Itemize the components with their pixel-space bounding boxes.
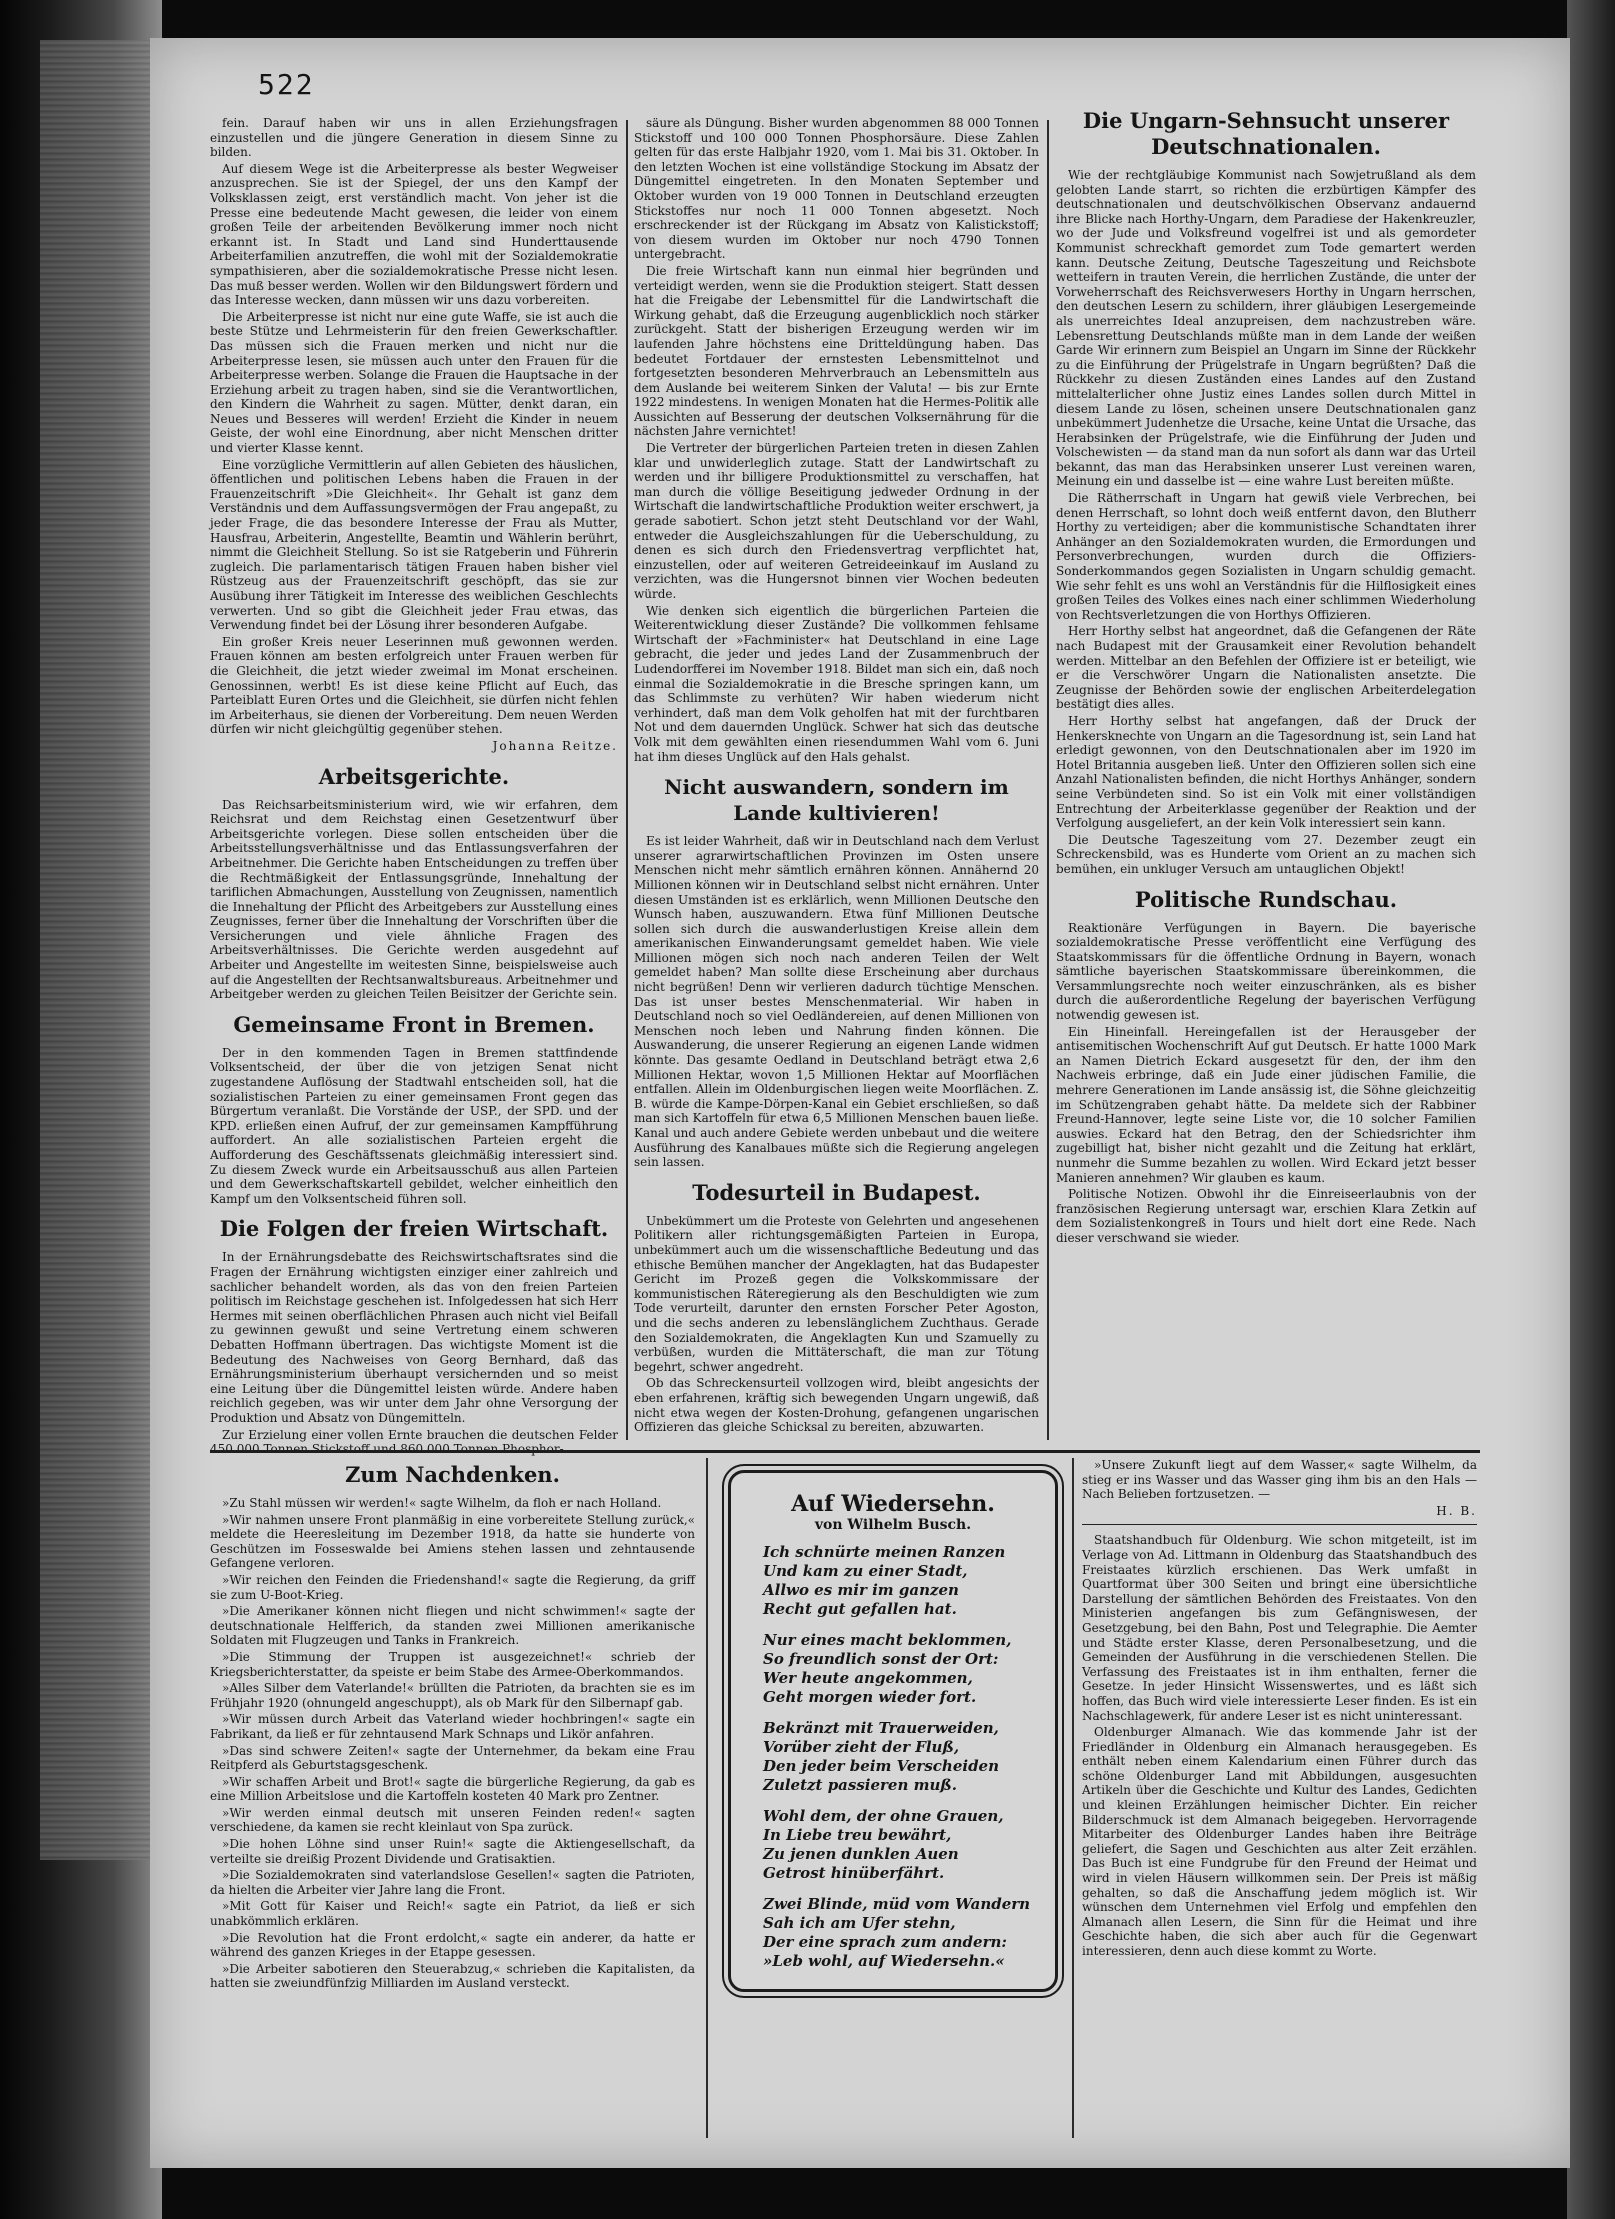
rundschau-text xyxy=(1056,921,1476,1246)
poem-line: Der eine sprach zum andern: xyxy=(763,1933,1007,1951)
poem-line: Ich schnürte meinen Ranzen xyxy=(763,1543,1006,1561)
poem-line: So freundlich sonst der Ort: xyxy=(763,1650,999,1668)
paragraph: »Wir reichen den Feinden die Friedenshand!« sagte die Regierung, da griff sie zum U-Boot-Krieg. xyxy=(210,1572,695,1602)
poem-line: Allwo es mir im ganzen xyxy=(763,1581,959,1599)
paragraph: Zur Erzielung einer vollen Ernte brauchen die deutschen Felder xyxy=(222,1427,618,1442)
paragraph: Staatshandbuch für Oldenburg. Wie schon mitgeteilt, ist im Verlage von Ad. Littmann in Oldenburg das Staatshandbuch des Freistaates kürzlich erschienen. Das Werk umfaßt in Quartformat über 300 Seiten und bringt eine übersichtliche Darstellung der sämtlichen Behörden des Freistaates. Von den Ministerien angefangen bis zum Gefängniswesen, der Gesetzgebung, bei den Bahn, Post und Telegraphie. Die Aemter und Städte erster Klasse, deren Personalbesetzung, und die Gemeinden der Ausführung in die verschiedenen Stellen. Die Verfassung des Freistaates ist in ihm enthalten, ferner die Gesetze. In jeder Hinsicht Wissenswertes, und es läßt sich hoffen, das Buch wird viele interessierte Leser finden. Es ist ein Nachschlagewerk, für andere Leser ist es nicht uninteressant. xyxy=(1082,1533,1477,1723)
ungarn-text xyxy=(1056,168,1476,877)
poem-line: Wer heute angekommen, xyxy=(763,1669,973,1687)
paragraph: Oldenburger Almanach. Wie das kommende Jahr ist der Friedländer in Oldenburg ein Almanach herausgegeben. Es enthält neben einem Kalendarium einen Führer durch das schöne Oldenburger Land mit Abbildungen, ausgesuchten Artikeln über die Geschichte und Kultur des Landes, Gedichten und kleinen Erzählungen heimischer Dichter. Ein reicher Bilderschmuck ist dem Almanach beigegeben. Hervorragende Mitarbeiter des Oldenburger Landes haben ihre Beiträge geliefert, die Sagen und Geschichten aus alter Zeit erzählen. Das Buch ist eine Fundgrube für den Freund der Heimat und wird in vielen Häusern willkommen sein. Der Preis ist mäßig gehalten, so daß die Anschaffung jedem möglich ist. Wir wünschen dem Unternehmen viel Erfolg und empfehlen den Almanach allen Lesern, die Sinn für die Heimat und ihre Geschichte haben, die sich aber auch für die Gegenwart interessieren, denn auch diese kommt zu Worte. xyxy=(1082,1725,1477,1958)
paragraph: »Die Stimmung der Truppen ist ausgezeichnet!« schrieb der Kriegsberichterstatter, da speiste er beim Stabe des Armee-Oberkommandos. xyxy=(210,1649,695,1679)
poem-stanza xyxy=(763,1631,1055,1707)
poem-line: Den jeder beim Verscheiden xyxy=(763,1757,1000,1775)
paragraph: fein. Darauf haben wir uns in allen Erziehungsfragen einzustellen und die jüngere Generation in diesem Sinne zu bilden. xyxy=(210,116,618,160)
column-middle xyxy=(634,116,1039,1446)
poem-line: In Liebe treu bewährt, xyxy=(763,1826,952,1844)
paragraph: Die Deutsche Tageszeitung vom 27. Dezember zeugt ein Schreckensbild, was es Hunderte vom Orient an zu machen sich bemühen, ein unkluger Versuch am untauglichen Objekt! xyxy=(1056,832,1476,876)
heading-bremen: Gemeinsame Front in Bremen. xyxy=(233,1011,595,1037)
paragraph: Der in den kommenden Tagen in Bremen stattfindende Volksentscheid, der über die von jetzigen Senat nicht zugestandene Auflösung der Stadtwahl entscheiden soll, hat die sozialistischen Parteien zu einer gemeinsamen Front gegen das Bürgertum veranlaßt. Die Vorstände der USP., der SPD. und der KPD. erließen einen Aufruf, der zur gemeinsamen Kampfführung auffordert. An alle sozialistischen Parteien ergeht die Aufforderung des Geschäftssenats gleichmäßig interessiert sind. Zu diesem Zweck wurde ein Arbeitsausschuß aus allen Parteien und dem Gewerkschaftskartell gebildet, welcher einheitlich den Kampf um den Volksentscheid führen soll. xyxy=(210,1045,618,1206)
poem-line: Nur eines macht beklommen, xyxy=(763,1631,1012,1649)
auswandern-text xyxy=(634,834,1039,1170)
horizontal-divider xyxy=(210,1450,1480,1453)
paragraph: »Die Amerikaner können nicht fliegen und nicht schwimmen!« sagte der deutschnationale Helfferich, da standen zwei Millionen amerikanische Soldaten mit Flugzeugen und Tanks in Frankreich. xyxy=(210,1604,695,1648)
poem-line: Zuletzt passieren muß. xyxy=(763,1776,958,1794)
paragraph: »Wir schaffen Arbeit und Brot!« sagte die bürgerliche Regierung, da gab es eine Million Arbeitslose und die Kartoffeln kosteten 40 Mark pro Zentner. xyxy=(210,1774,695,1804)
arbeitsgerichte-text xyxy=(210,798,618,1002)
paragraph: Unbekümmert um die Proteste von Gelehrten und angesehenen Politikern aller richtungsgemäßigten Parteien in Europa, unbekümmert auch um die wissenschaftliche Bedeutung und das ethische Bemühen mancher der Angeklagten, hat das Budapester Gericht im Prozeß gegen die Volkskommissare der kommunistischen Räteregierung als den Beschuldigten wie zum Tode verurteilt, darunter den ernsten Forscher Peter Agoston, und die sechs anderen zu lebenslänglichem Zuchthaus. Gerade den Sozialdemokraten, die Angeklagten Kun und Szamuelly zu verbüßen, wurden die Mittäterschaft, die man zur Tötung begehrt, schwer angedreht. xyxy=(634,1213,1039,1374)
paragraph: »Die Revolution hat die Front erdolcht,« sagte ein anderer, da hatte er während des ganzen Krieges in der Etappe gesessen. xyxy=(210,1930,695,1960)
paragraph: Herr Horthy selbst hat angefangen, daß der Druck der Henkersknechte von Ungarn an die Tagesordnung ist, sein Land hat erledigt gewonnen, von den Deutschnationalen aber im 1920 im Hotel Britannia ausgeben ließ. Unter den Offizieren sollen sich eine Anzahl Nationalisten befinden, die nicht Horthys Anhänger, sondern seine Verbündeten sind. So ist ein Volk mit einer vollständigen Entrechtung der Arbeiterklasse gegenüber der Reaktion und der Verfolgung ausgeliefert, an der kein Volk interessiert sein kann. xyxy=(1056,713,1476,831)
poem-line: Vorüber zieht der Fluß, xyxy=(763,1738,960,1756)
col1-paragraphs xyxy=(210,116,618,737)
paragraph: Ein Hineinfall. Hereingefallen ist der Herausgeber der antisemitischen Wochenschrift Auf gut Deutsch. Er hatte 1000 Mark an Namen Dietrich Eckard ausgesetzt für den, der ihm den Nachweis erbringe, daß ein Jude einer jüdischen Familie, die mehrere Generationen im Lande ansässig ist, die Söhne gleichzeitig im Schützengraben gehabt hätte. Da meldete sich der Rabbiner Freund-Hannover, legte seine Liste vor, die 10 solcher Familien auswies. Eckard hat den Betrag, den der Schiedsrichter ihm zugebilligt hat, bisher nicht gezahlt und die Zeitung hat erklärt, nunmehr die Summe bezahlen zu wollen. Wird Eckard jetzt besser Manieren annehmen? Wir glauben es kaum. xyxy=(1056,1024,1476,1185)
paragraph: Die Rätherrschaft in Ungarn hat gewiß viele Verbrechen, bei denen Herrschaft, so lohnt doch weiß entfernt davon, den Blutherr Horthy zu verteidigen; aber die kommunistische Schandtaten ihrer Anhänger an den Sozialdemokraten wurden, die Ermordungen und Personverbrechungen, wurden durch die Offiziers-Sonderkommandos gegen Sozialisten in Ungarn schuldig gemacht. Wie sehr fehlt es uns wohl an Verständnis für die Hilflosigkeit eines großen Teiles des Volkes eines nach einer schlimmen Wiederholung von Rechtsverletzungen die von Horthys Offizieren. xyxy=(1056,491,1476,622)
heading-ungarn: Die Ungarn-Sehnsucht unserer Deutschnationalen. xyxy=(1082,108,1450,159)
heading-rundschau: Politische Rundschau. xyxy=(1134,886,1398,912)
paragraph: Es ist leider Wahrheit, daß wir in Deutschland nach dem Verlust unserer agrarwirtschaftlichen Provinzen im Osten unsere Menschen nicht mehr sämtlich ernähren können. Annähernd 20 Millionen können wir in Deutschland selbst nicht ernähren. Unter diesen Umständen ist es erklärlich, wenn Millionen Deutsche den Wunsch haben, auszuwandern. Etwa fünf Millionen Deutsche sollen sich durch die auswanderlustigen Kreise allein dem amerikanischen Einwanderungsamt gemeldet haben. Wie viele Millionen mögen sich noch nach anderen Teilen der Welt gemeldet haben? Man sollte diese Erscheinung aber durchaus nicht begrüßen! Denn wir verlieren dadurch tüchtige Menschen. Das ist unser bestes Menschenmaterial. Wir haben in Deutschland noch so viel Oedländereien, auf denen Millionen von Menschen noch leben und Nahrung finden können. Die Auswanderung, die unserer Regierung an eigenen Lande widmen könnte. Das gesamte Oedland in Deutschland beträgt etwa 2,6 Millionen Hektar, wovon 1,5 Millionen Hektar auf Moorflächen entfallen. Allein im Oldenburgischen liegen weite Moorflächen. Z. B. würde die Kampe-Dörpen-Kanal ein Gebiet erschließen, so daß man sich Kartoffeln für etwa 6,5 Millionen Menschen bauen ließe. Kanal und auch andere Gebiete werden unbebaut und die weitere Ausführung des Kanalbaues müßte sich die Regierung angelegen sein lassen. xyxy=(634,834,1039,1170)
poem-line: Wohl dem, der ohne Grauen, xyxy=(763,1807,1004,1825)
paragraph: »Die Arbeiter sabotieren den Steuerabzug,« schrieben die Kapitalisten, da hatten sie zweiundfünfzig Milliarden im Ausland versteckt. xyxy=(210,1961,695,1991)
paragraph: Ein großer Kreis neuer Leserinnen muß gewonnen werden. Frauen können am besten erfolgreich unter Frauen werben für die Gleichheit, die jetzt wieder zweimal im Monat erscheinen. Genossinnen, werbt! Es ist diese keine Pflicht auf Euch, das Parteiblatt Euren Ortes und die Gleichheit, sie dürfen nicht fehlen im Arbeiterhaus, sie dienen der Vorbereitung. Dem neuen Werden dürfen wir nicht gleichgültig gegenüber stehen. xyxy=(210,634,618,737)
paragraph: »Das sind schwere Zeiten!« sagte der Unternehmer, da bekam eine Frau Reitpferd als Geburtstagsgeschenk. xyxy=(210,1743,695,1773)
paragraph: »Die hohen Löhne sind unser Ruin!« sagte die Aktiengesellschaft, da verteilte sie dreißig Prozent Dividende und Gratisaktien. xyxy=(210,1837,695,1866)
column-rule-1 xyxy=(626,120,628,1440)
poem-line: Zwei Blinde, müd vom Wandern xyxy=(763,1895,1031,1913)
paragraph: »Die Sozialdemokraten sind vaterlandslose Gesellen!« sagten die Patrioten, da hielten die Arbeiter vier Jahre lang die Front. xyxy=(210,1868,695,1897)
paragraph: Die Vertreter der bürgerlichen Parteien treten in diesen Zahlen klar und unwiderleglich zutage. Statt der Landwirtschaft zu werden und ihr billigere Produktionsmittel zu verschaffen, hat man durch die völlige Beseitigung jedweder Ordnung in der Wirtschaft die landwirtschaftliche Produktion weiter erschwert, ja gerade sabotiert. Schon jetzt steht Deutschland vor der Wahl, entweder die Ausgleichszahlungen für die Ueberschuldung, zu denen es sich durch den Friedensvertrag verpflichtet hat, einzustellen, oder auf weiteren Getreideeinkauf im Ausland zu verzichten, was die Hungersnot binnen vier Wochen bedeuten würde. xyxy=(634,441,1039,601)
poem-title: Auf Wiedersehn. xyxy=(791,1491,995,1517)
paragraph: Das Reichsarbeitsministerium wird, wie wir erfahren, dem Reichsrat und dem Reichstag einen Gesetzentwurf über Arbeitsgerichte vorlegen. Diese sollen entscheiden über die Arbeitsstellungsverhältnisse und das Entlassungsverfahren der Arbeitnehmer. Die Gerichte haben Entscheidungen zu treffen über die Rechtmäßigkeit der Entlassungsgründe, Innehaltung der tariflichen Abmachungen, Ausstellung von Zeugnissen, namentlich die Innehaltung der Pflicht des Arbeitgebers zur Ausstellung eines Zeugnisses, ferner über die Innehaltung der Vorschriften über die Versicherungen und viele ähnliche Fragen des Arbeitsverhältnisses. Die Gerichte werden ausgedehnt auf Arbeiter und Angestellte im weitesten Sinne, beispielsweise auch auf die Angestellten der Rechtsanwaltsbureaus. Arbeitnehmer und Arbeitgeber werden zu gleichen Teilen Beisitzer der Gerichte sein. xyxy=(210,797,618,1002)
bottom-right-column xyxy=(1082,1458,1477,2138)
heading-arbeitsgerichte: Arbeitsgerichte. xyxy=(318,763,510,789)
paragraph: Die Arbeiterpresse ist nicht nur eine gute Waffe, sie ist auch die beste Stütze und Lehrmeisterin für den freien Gewerkschaftler. Das müssen sich die Frauen merken und nicht nur die Arbeiterpresse lesen, sie müssen auch unter den Frauen für die Arbeiterpresse werben. Solange die Frauen die Hauptsache in der Erziehung arbeit zu tragen haben, sind sie die Verantwortlichen, den Kindern die Wahrheit zu sagen. Mütter, denkt daran, ein Neues und Besseres will werden! Erzieht die Kinder in neuem Geiste, der wohl eine Einordnung, aber nicht Menschen dritter und vierter Klasse kennt. xyxy=(210,309,618,456)
bremen-text xyxy=(210,1046,618,1207)
poem-line: Sah ich am Ufer stehn, xyxy=(763,1914,956,1932)
column-left xyxy=(210,116,618,1446)
poem-line: Recht gut gefallen hat. xyxy=(763,1600,957,1618)
section-divider xyxy=(1082,1524,1477,1525)
paragraph: Politische Notizen. Obwohl ihr die Einreiseerlaubnis von der französischen Regierung untersagt war, erschien Klara Zetkin auf dem Sozialistenkongreß in Tours und hielt dort eine Rede. Nach dieser verschwand sie wieder. xyxy=(1056,1187,1476,1245)
paragraph: »Alles Silber dem Vaterlande!« brüllten die Patrioten, da brachten sie es im Frühjahr 1920 (ohnungeld angeschuppt), als ob Mark für den Silbernapf gab. xyxy=(210,1681,695,1710)
paragraph: »Zu Stahl müssen wir werden!« sagte Wilhelm, da floh er nach Holland. xyxy=(222,1496,662,1510)
paragraph: Die freie Wirtschaft kann nun einmal hier begründen und verteidigt werden, wenn sie die Produktion steigert. Statt dessen hat die Freigabe der Lebensmittel für die Landwirtschaft die Wirkung gehabt, daß die Erzeugung augenblicklich noch stärker zurückgeht. Statt der bisherigen Erzeugung werden wir im laufenden Jahre höchstens eine Dritteldüngung haben. Das bedeutet Fortdauer der ernstesten Lebensmittelnot und fortgesetzten besonderen Mehrverbrauch an Lebensmitteln aus dem Auslande bei weiterem Sinken der Valuta! — bis zur Ernte 1922 mindestens. In wenigen Monaten hat die Hermes-Politik alle Aussichten auf Besserung der deutschen Volksernährung für die nächsten Jahre vernichtet! xyxy=(634,263,1039,439)
paragraph: Eine vorzügliche Vermittlerin auf allen Gebieten des häuslichen, öffentlichen und politischen Lebens haben die Frauen in der Frauenzeitschrift »Die Gleichheit«. Ihr Gehalt ist ganz dem Verständnis und dem Auffassungsvermögen der Frau angepaßt, zu jeder Frage, die das besondere Interesse der Frau als Mutter, Hausfrau, Arbeiterin, Angestellte, Beamtin und Wählerin berührt, nimmt die Gleichheit Stellung. So ist sie Ratgeberin und Führerin zugleich. Die parlamentarisch tätigen Frauen haben bisher viel Rüstzeug aus der Frauenzeitschrift geschöpft, das sie zur Ausübung ihrer Tätigkeit im Interesse des weiblichen Geschlechts verwerten. Und so gibt die Gleichheit jeder Frau etwas, das Verwendung findet bei der Lösung ihrer besonderen Aufgabe. xyxy=(210,457,618,633)
col2-paragraphs xyxy=(634,116,1039,764)
poem-stanza xyxy=(763,1719,1055,1795)
heading-auswandern: Nicht auswandern, sondern im Lande kultivieren! xyxy=(664,775,1009,826)
paragraph: Reaktionäre Verfügungen in Bayern. Die bayerische sozialdemokratische Presse veröffentlicht eine Verfügung des Staatskommissars für die öffentliche Ordnung in Bayern, wonach sämtliche bayerischen Staatskommissare übereinkommen, die Versammlungsrechte noch weiter einzuschränken, als es bisher durch die außerordentliche Regelung der bayerischen Verfügung notwendig gewesen ist. xyxy=(1056,920,1476,1023)
paragraph: In der Ernährungsdebatte des Reichswirtschaftsrates sind die Fragen der Ernährung wichtigsten einziger einer zahlreich und sachlicher behandelt worden, als das von den freien Parteien politisch im Reichstage geschehen ist. Infolgedessen hat sich Herr Hermes mit seinen oberflächlichen Phrasen auch nicht viel Beifall zu gewinnen gewußt und seine Vertretung einem schweren Debatten Hoffmann übertragen. Das wichtigste Moment ist die Bedeutung des Nachweises von Georg Bernhard, daß das Ernährungsministerium überhaupt versichernden und so meist eine Leitung über die Düngemittel leisten würde. Andere haben reichlich gegeben, was wir unter dem Jahr ohne Versorgung der Produktion und Absatz von Düngemitteln. xyxy=(210,1250,618,1425)
column-rule-2 xyxy=(1047,120,1049,1440)
poem-line: »Leb wohl, auf Wiedersehn.« xyxy=(763,1952,1005,1970)
bottom-left-column xyxy=(210,1458,695,2138)
poem-author: von Wilhelm Busch. xyxy=(814,1517,972,1533)
poem-line: Zu jenen dunklen Auen xyxy=(763,1845,959,1863)
paragraph: »Mit Gott für Kaiser und Reich!« sagte ein Patriot, da ließ er sich unabkömmlich erklären. xyxy=(210,1899,695,1929)
page-number: 522 xyxy=(258,68,315,101)
right-edge-shadow xyxy=(1567,0,1615,2219)
column-rule-3 xyxy=(706,1458,708,2138)
heading-folgen: Die Folgen der freien Wirtschaft. xyxy=(219,1216,609,1242)
poem-line: Bekränzt mit Trauerweiden, xyxy=(763,1719,999,1737)
column-rule-4 xyxy=(1072,1458,1074,2138)
newspaper-page xyxy=(150,38,1570,2168)
poem-stanza xyxy=(763,1895,1055,1971)
paragraph: Auf diesem Wege ist die Arbeiterpresse als bester Wegweiser anzusprechen. Sie ist der Spiegel, der uns den Kampf der Volksklassen zeigt, erst verständlich macht. Von jeher ist die Presse eine bedeutende Macht gewesen, die leider von einem großen Teile der arbeitenden Bevölkerung immer noch nicht erkannt ist. In Stadt und Land sind Hunderttausende Arbeiterfamilien anzutreffen, die wohl mit der Sozialdemokratie sympathisieren, aber die sozialdemokratische Presse nicht lesen. Das muß besser werden. Wollen wir den Bildungswert fördern und das Interesse wecken, dann müssen wir uns dazu vorbereiten. xyxy=(210,161,618,308)
heading-nachdenken: Zum Nachdenken. xyxy=(345,1462,560,1487)
paragraph: »Wir werden einmal deutsch mit unseren Feinden reden!« sagten verschiedene, da kamen sie recht kleinlaut von Spa zurück. xyxy=(210,1805,695,1835)
poem-box xyxy=(728,1470,1058,1992)
todesurteil-text xyxy=(634,1214,1039,1435)
paragraph: Wie denken sich eigentlich die bürgerlichen Parteien die Weiterentwicklung dieser Zustände? Die vollkommen fehlsame Wirtschaft der »Fachminister« hat Deutschland in eine Lage gebracht, die jeder und jedes Land der Zusammenbruch der Ludendorfferei im November 1918. Bildet man sich ein, daß noch einmal die Sozialdemokratie in die Bresche springen kann, um das Schlimmste zu verhüten? Wir haben wiederum nicht verhindert, daß man dem Volk geholfen hat mit der furchtbaren Not und dem dauernden Unglück. Schwer hat sich das deutsche Volk mit dem gewählten einen riesendummen Wahl vom 6. Juni hat ihm dieses Unglück auf den Hals gehalst. xyxy=(634,603,1039,764)
paragraph: »Wir nahmen unsere Front planmäßig in eine vorbereitete Stellung zurück,« meldete die Heeresleitung im Dezember 1918, da hatte sie hunderte von Geschützen im Fosseswalde bei Amiens stehen lassen und zehntausende Gefangene verloren. xyxy=(210,1512,695,1571)
folgen-text xyxy=(210,1250,618,1456)
poem-stanza xyxy=(763,1543,1055,1619)
poem-line: Geht morgen wieder fort. xyxy=(763,1688,977,1706)
paragraph: säure als Düngung. Bisher wurden abgenommen 88 000 Tonnen Stickstoff und 100 000 Tonnen Phosphorsäure. Diese Zahlen gelten für das erste Halbjahr 1920, vom 1. Mai bis 31. Oktober. In den letzten Wochen ist eine vollständige Stockung im Absatz der Düngemittel eingetreten. In den Monaten September und Oktober wurden von 19 000 Tonnen in Deutschland erzeugten Stickstoffes nur noch 11 000 Tonnen abgesetzt. Noch erschreckender ist der Rückgang im Absatz von Kalistickstoff; von diesem wurden im Oktober nur noch 4790 Tonnen untergebracht. xyxy=(634,116,1039,262)
nachdenken-text xyxy=(210,1496,695,1991)
paragraph: Wie der rechtgläubige Kommunist nach Sowjetrußland als dem gelobten Lande starrt, so richten die erzbürtigen Kämpfer des deutschnationalen und deutschvölkischen Observanz andauernd ihre Blicke nach Horthy-Ungarn, dem Paradiese der Hakenkreuzler, wo der Jude und Volksfreund vogelfrei ist und als gemordeter Kommunist schreckhaft gemordet zum Tode gemartert werden kann. Deutsche Zeitung, Deutsche Tageszeitung und Reichsbote wetteifern in trauten Verein, die herrlichen Zustände, die unter der Vorweherrschaft des Reichsverwesers Horthy in Ungarn herrschen, den deutschen Lesern zu schildern, ihrer gläubigen Lesergemeinde als unerreichtes Ideal anzupreisen, dem nachzustreben wäre. Lebensrettung Deutschlands müßte man in dem Lande der weißen Garde Wir erinnern zum Beispiel an Ungarn im Sinne der Rückkehr zu die Einführung der Prügelstrafe in Ungarn begrüßten? Daß die Rückkehr zu diesen Zuständen eines Landes auf den Zustand mittelalterlicher ohne Justiz eines Landes sollen durch Mittel in diesem Lande zu lösen, scheinen unsere Deutschnationalen ganz unbekümmert Judenhetze die Ursache, keine Untat die Ursache, das Herabsinken der Prügelstrafe, wie die Einführung der Juden und Volschewisten — da stand man da nun sofort als dann war das Urteil bekannt, das man das Herabsinken unserer Lust vereinen waren, Meinung ein und dasselbe ist — eine wahre Lust bereiten müßte. xyxy=(1056,168,1476,489)
poem-line: Und kam zu einer Stadt, xyxy=(763,1562,968,1580)
heading-todesurteil: Todesurteil in Budapest. xyxy=(692,1179,981,1205)
paragraph: »Wir müssen durch Arbeit das Vaterland wieder hochbringen!« sagte ein Fabrikant, da ließ er für zehntausend Mark Schnaps und Likör anfahren. xyxy=(210,1712,695,1741)
signature: Johanna Reitze. xyxy=(492,738,618,753)
poem-stanza xyxy=(763,1807,1055,1883)
poem-stanzas xyxy=(731,1543,1055,1971)
poem-line: Getrost hinüberfährt. xyxy=(763,1864,945,1882)
paragraph: Ob das Schreckensurteil vollzogen wird, bleibt angesichts der eben erfahrenen, kräftig sich bewegenden Ungarn ungewiß, daß nicht etwa wegen der Kosten-Drohung, gefangenen ungarischen Offizieren das gleiche Schicksal zu bereiten, abzuwarten. xyxy=(634,1376,1039,1435)
bottom-right-text xyxy=(1082,1533,1477,1958)
book-binding xyxy=(0,0,162,2219)
quote-signature: H. B. xyxy=(1436,1503,1477,1518)
closing-quote: »Unsere Zukunft liegt auf dem Wasser,« sagte Wilhelm, da stieg er ins Wasser und das Wasser ging ihm bis an den Hals — Nach Belieben fortzusetzen. — xyxy=(1082,1458,1477,1502)
column-right xyxy=(1056,108,1476,1446)
paragraph: Herr Horthy selbst hat angeordnet, daß die Gefangenen der Räte nach Budapest mit der Grausamkeit einer Revolution behandelt werden. Mittelbar an den Befehlen der Offiziere ist er beteiligt, wie er die Verschwörer Ungarn die Nationalisten ansetzte. Die Zeugnisse der Behörden sowie der englischen Arbeiterdelegation bestätigt dies alles. xyxy=(1056,624,1476,712)
